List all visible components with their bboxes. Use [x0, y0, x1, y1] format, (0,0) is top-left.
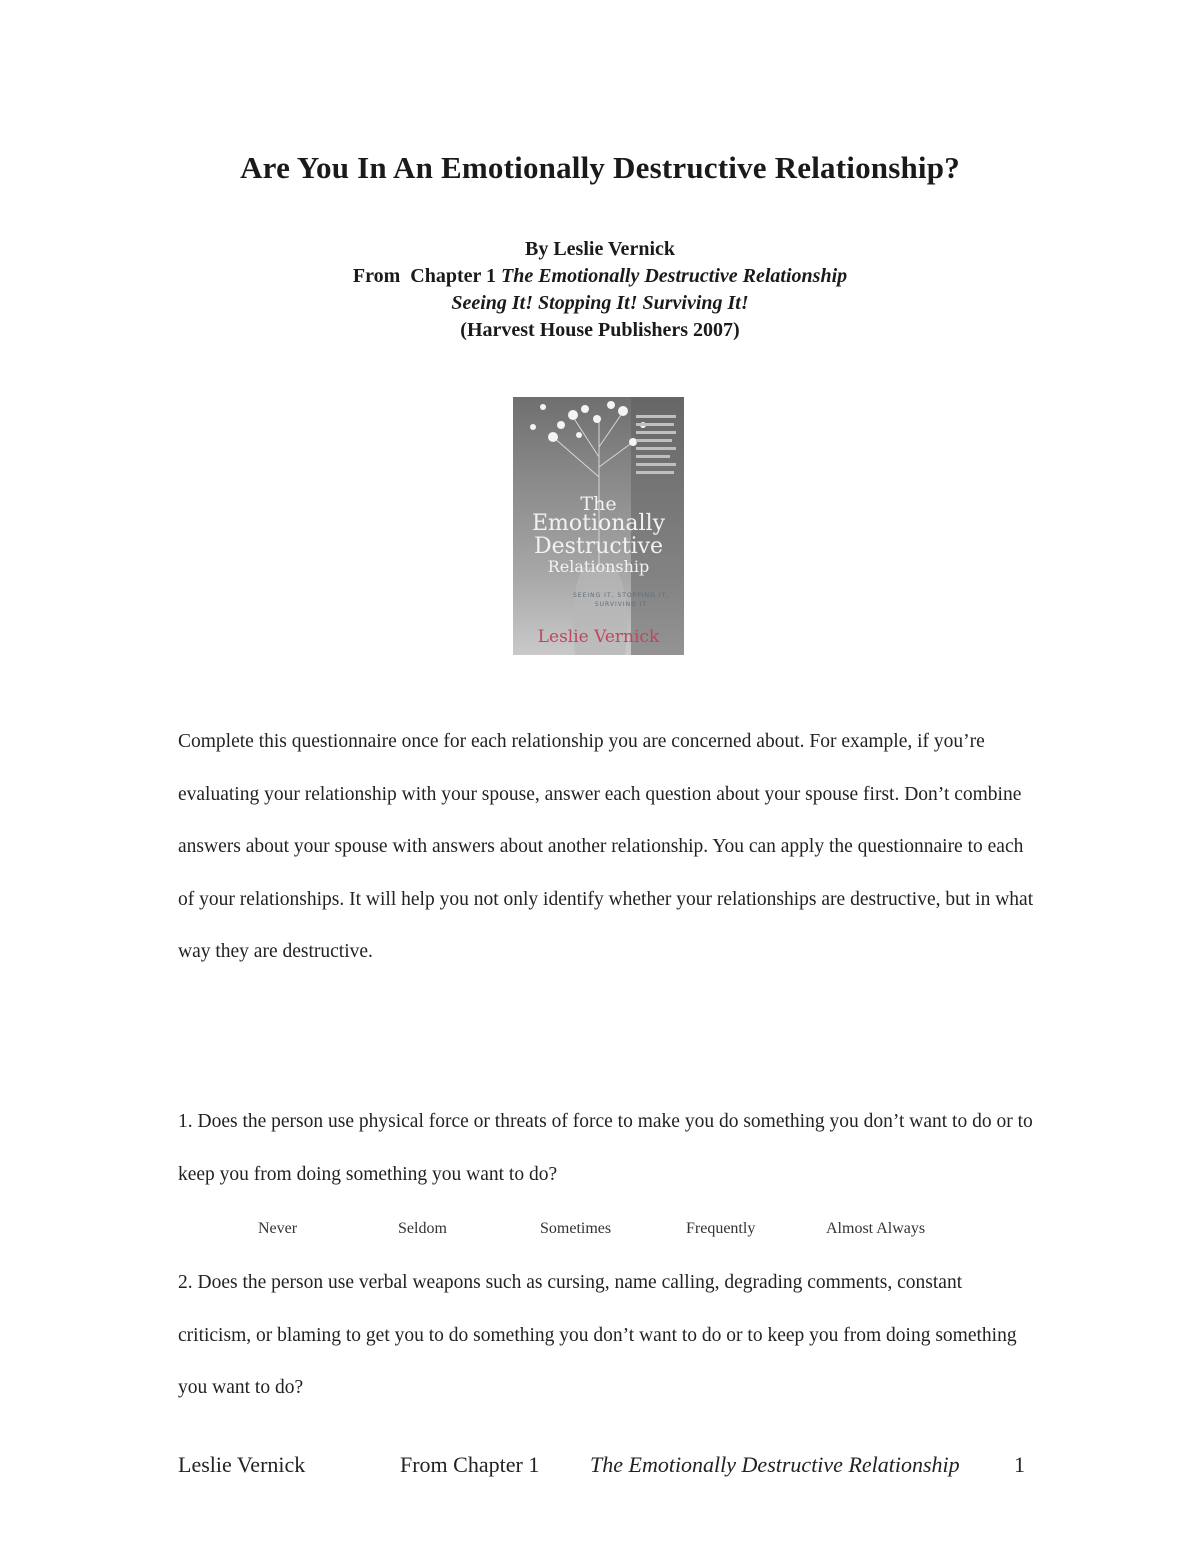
scale-option-never: Never: [258, 1220, 298, 1237]
question-1: 1. Does the person use physical force or threats of force to make you do something you don’t want to do or to keep you from doing something you want to do?: [178, 1111, 1033, 1185]
byline: [0, 236, 1200, 344]
cover-author: Leslie Vernick: [537, 627, 660, 647]
book-title: The Emotionally Destructive Relationship: [501, 265, 848, 287]
book-cover-image: [513, 397, 684, 655]
intro-paragraph: Complete this questionnaire once for each relationship you are concerned about. For example, if you’re evaluating your relationship with your spouse, answer each question about your spouse first. Don’t combine answers about your spouse with answers about another relationship. You can apply the questionnaire to each of your relationships. It will help you not only identify whether your relationships are destructive, but in what way they are destructive.: [178, 731, 1034, 962]
footer-chapter: From Chapter 1: [400, 1452, 540, 1477]
answer-scale: [0, 1220, 1200, 1244]
cover-title-line: The: [580, 493, 617, 515]
page-title: Are You In An Emotionally Destructive Relationship?: [240, 150, 960, 185]
author-line: By Leslie Vernick: [524, 238, 675, 260]
question-2: 2. Does the person use verbal weapons such as cursing, name calling, degrading comments, constant criticism, or blaming to get you to do something you don’t want to do or to keep you from doing something you want to do?: [178, 1272, 1017, 1398]
cover-title-line: Relationship: [547, 557, 650, 576]
scale-option-sometimes: Sometimes: [540, 1220, 612, 1237]
footer-author: Leslie Vernick: [178, 1452, 306, 1477]
scale-option-almost-always: Almost Always: [826, 1220, 926, 1237]
source-prefix: From Chapter 1: [352, 265, 501, 287]
page-number: 1: [1014, 1452, 1025, 1477]
publisher-line: (Harvest House Publishers 2007): [460, 319, 740, 341]
footer-book-title: The Emotionally Destructive Relationship: [590, 1452, 960, 1477]
scale-option-seldom: Seldom: [398, 1220, 447, 1237]
scale-option-frequently: Frequently: [686, 1220, 756, 1237]
page-footer: [0, 1452, 1200, 1482]
source-line: [0, 263, 1200, 290]
cover-title-line: Emotionally: [531, 511, 666, 536]
book-subtitle: Seeing It! Stopping It! Surviving It!: [451, 292, 749, 314]
cover-title-line: Destructive: [533, 534, 664, 559]
cover-tagline: SEEING IT, STOPPING IT, SURVIVING IT: [572, 592, 670, 608]
